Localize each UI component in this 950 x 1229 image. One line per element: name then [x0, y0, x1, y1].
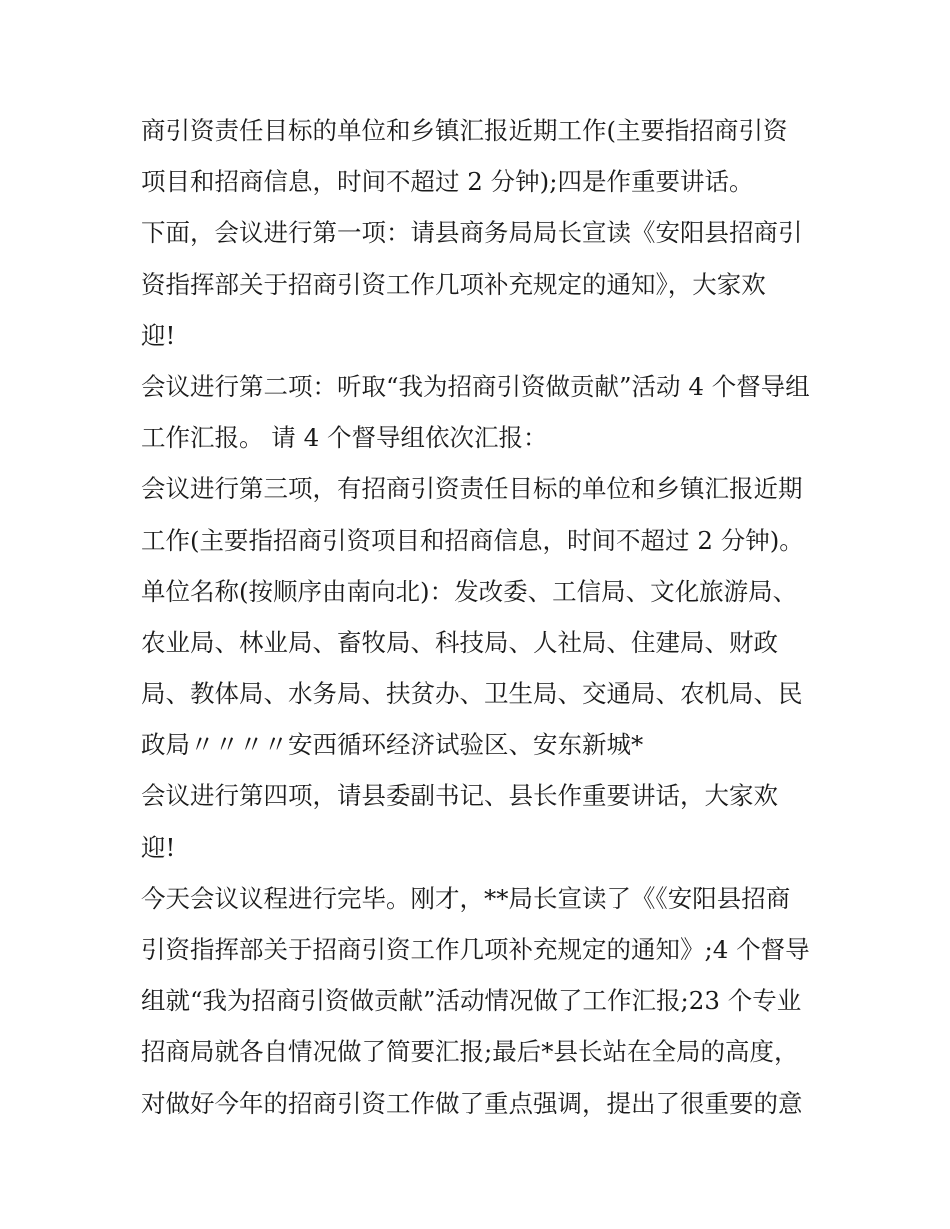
- text-line: 会议进行第三项，有招商引资责任目标的单位和乡镇汇报近期: [141, 474, 803, 504]
- text-line: 引资指挥部关于招商引资工作几项补充规定的通知》;4 个督导: [141, 935, 810, 964]
- text-line: 会议进行第四项，请县委副书记、县长作重要讲话，大家欢: [141, 781, 778, 811]
- text-line: 今天会议议程进行完毕。刚才，**局长宣读了《《安阳县招商: [141, 883, 791, 913]
- text-line: 商引资责任目标的单位和乡镇汇报近期工作(主要指招商引资: [141, 116, 788, 145]
- text-line: 项目和招商信息，时间不超过 2 分钟);四是作重要讲话。: [141, 167, 754, 197]
- text-line: 政局〃〃〃〃安西循环经济试验区、安东新城*: [141, 730, 644, 760]
- document-body: [141, 105, 821, 1129]
- text-line: 农业局、林业局、畜牧局、科技局、人社局、住建局、财政: [141, 627, 778, 657]
- text-line: 资指挥部关于招商引资工作几项补充规定的通知》，大家欢: [141, 269, 766, 299]
- text-line: 会议进行第二项：听取“我为招商引资做贡献”活动 4 个督导组: [141, 371, 810, 401]
- text-line: 迎!: [141, 320, 176, 350]
- text-line: 组就“我为招商引资做贡献”活动情况做了工作汇报;23 个专业: [141, 986, 802, 1016]
- text-line: 对做好今年的招商引资工作做了重点强调，提出了很重要的意: [141, 1088, 803, 1118]
- text-line: 局、教体局、水务局、扶贫办、卫生局、交通局、农机局、民: [141, 679, 803, 709]
- text-line: 工作汇报。 请 4 个督导组依次汇报：: [141, 423, 548, 453]
- text-line: 迎!: [141, 832, 176, 862]
- text-line: 下面，会议进行第一项：请县商务局局长宣读《安阳县招商引: [141, 218, 803, 248]
- text-line: 招商局就各自情况做了简要汇报;最后*县长站在全局的高度，: [141, 1037, 799, 1067]
- text-line: 工作(主要指招商引资项目和招商信息，时间不超过 2 分钟)。: [141, 525, 804, 555]
- text-line: 单位名称(按顺序由南向北)：发改委、工信局、文化旅游局、: [141, 576, 798, 606]
